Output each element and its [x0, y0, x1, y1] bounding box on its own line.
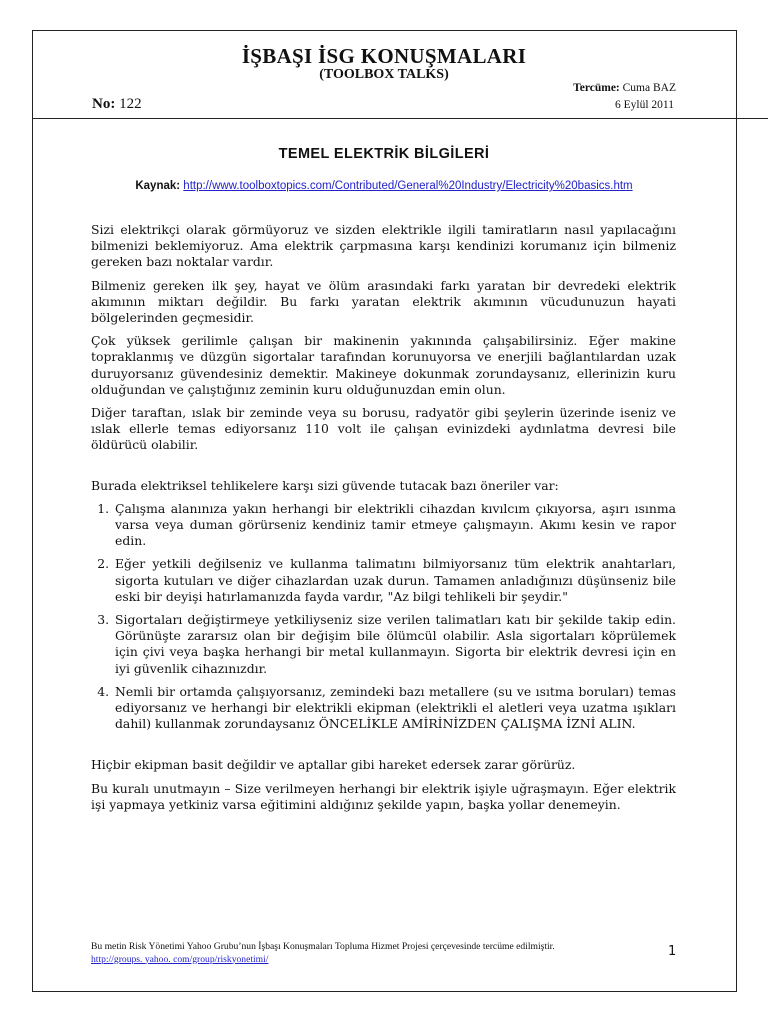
document-body: [91, 222, 676, 820]
page-number: 1: [668, 944, 677, 959]
document-number: [92, 96, 142, 113]
safety-tips-list: [91, 501, 676, 733]
footer-link[interactable]: http://groups. yahoo. com/group/riskyonetimi/: [91, 953, 269, 965]
page-title: İŞBAŞI İSG KONUŞMALARI: [241, 44, 527, 68]
list-intro: Burada elektriksel tehlikelere karşı sizi güvende tutacak bazı öneriler var:: [91, 477, 559, 493]
list-item: 1. Çalışma alanınıza yakın herhangi bir elektrikli cihazdan kıvılcım çıkıyorsa, aşırı ısınma varsa veya duman görürseniz kendiniz tamir etmeye çalışmayın. Akımı kesin ve rapor edin.: [113, 501, 676, 550]
document-date: 6 Eylül 2011: [615, 99, 674, 111]
paragraph: Çok yüksek gerilimle çalışan bir makinenin yakınında çalışabilirsiniz. Eğer makine topraklanmış ve düzgün sigortalar tarafından korunuyorsa ve enerjili bağlantılardan uzak duruyorsanız güvendesiniz demektir. Makineye dokunmak zorundaysanız, ellerinizin kuru olduğundan ve çalıştığınız zeminin kuru olduğunuzdan emin olun.: [91, 333, 676, 397]
paragraph: Diğer taraftan, ıslak bir zeminde veya su borusu, radyatör gibi şeylerin üzerinde iseniz ve ıslak ellerle temas ediyorsanız 110 volt ile çalışan evinizdeki aydınlatma devresi bile öldürücü olabilir.: [91, 405, 676, 453]
footer: [91, 941, 631, 966]
source-line: [0, 180, 768, 192]
translator-name: Cuma BAZ: [622, 82, 676, 94]
paragraph: Bilmeniz gereken ilk şey, hayat ve ölüm arasındaki farkı yaratan bir devredeki elektrik akımının miktarı değildir. Bu farkı yaratan elektrik akımının vücudunuzun hayati bölgelerinden geçmesidir.: [91, 277, 676, 326]
paragraph: Sizi elektrikçi olarak görmüyoruz ve sizden elektrikle ilgili tamiratların nasıl yapılacağını bilmenizi beklemiyoruz. Ama elektrik çarpmasına karşı kendinizi korumanız için bilmeniz gereken bazı noktalar vardır.: [91, 222, 676, 270]
source-link[interactable]: http://www.toolboxtopics.com/Contributed/General%20Industry/Electricity%20basics.htm: [183, 180, 633, 192]
list-item: 2. Eğer yetkili değilseniz ve kullanma talimatını bilmiyorsanız tüm elektrik anahtarları, sigorta kutuları ve diğer cihazlardan uzak durun. Tamamen anladığınızı düşünseniz bile eski bir deyişi hatırlamanızda fayda vardır, "Az bilgi tehlikeli bir şeydir.": [113, 556, 676, 605]
source-label: Kaynak:: [135, 180, 181, 192]
translator: [573, 82, 676, 94]
closing-paragraph: Hiçbir ekipman basit değildir ve aptallar gibi hareket edersek zarar görürüz.: [91, 757, 576, 773]
footer-note: Bu metin Risk Yönetimi Yahoo Grubu’nun İşbaşı Konuşmaları Topluma Hizmet Projesi çerçevesinde tercüme edilmiştir.: [91, 941, 555, 952]
document-title: TEMEL ELEKTRİK BİLGİLERİ: [278, 146, 490, 162]
translator-label: Tercüme:: [573, 82, 620, 94]
closing-paragraph: Bu kuralı unutmayın – Size verilmeyen herhangi bir elektrik işiyle uğraşmayın. Eğer elektrik işi yapmaya yetkiniz varsa eğitimini aldığınız şekilde yapın, başka yollar denemeyin.: [91, 780, 676, 812]
header-divider: [32, 118, 768, 119]
list-item: 3. Sigortaları değiştirmeye yetkiliyseniz size verilen talimatları katı bir şekilde takip edin. Görünüşte zararsız olan bir değişim bile ölümcül olabilir. Asla sigortaları köprülemek için çivi veya başka herhangi bir metal kullanmayın. Sigorta bir elektrik devresi için en iyi güvenlik cihazınızdır.: [113, 612, 676, 677]
document-number-label: No:: [92, 96, 116, 112]
page-subtitle: (TOOLBOX TALKS): [319, 67, 449, 82]
document-number-value: 122: [119, 96, 142, 112]
list-item: 4. Nemli bir ortamda çalışıyorsanız, zemindeki bazı metallere (su ve ısıtma boruları) temas ediyorsanız ve herhangi bir elektrikli ekipman (elektrikli el aletleri veya uzatma ışıkları dahil) kullanmak zorundaysanız ÖNCELİKLE AMİRİNİZDEN ÇALIŞMA İZNİ ALIN.: [113, 684, 676, 733]
